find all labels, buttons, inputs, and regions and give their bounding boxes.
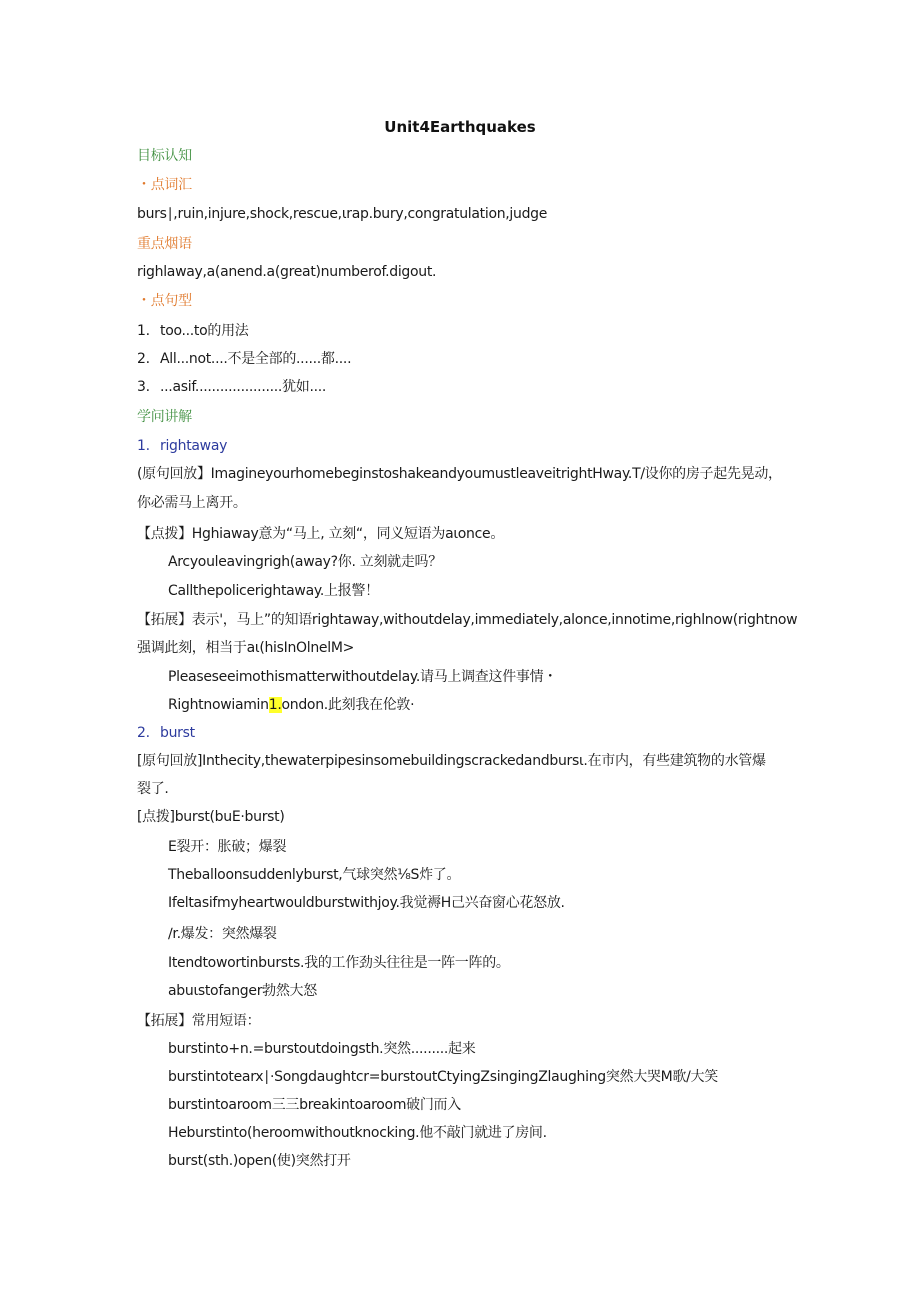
section-heading-sentences: ・点句型 [137,293,192,309]
sentence-pattern-3 [137,378,326,396]
highlight-mark: 1. [268,697,282,713]
phrase-item: burstintoaroom三三breakintoaroom破门而入 [168,1097,461,1113]
item-heading-rightaway [137,437,227,455]
sentence-pattern-2 [137,350,351,368]
phrase-item: burst(sth.)open(使)突然打开 [168,1153,351,1169]
item-heading-text: burst [160,725,195,741]
list-number: 2. [137,351,150,367]
original-sentence [137,465,782,483]
example-sentence: Pleaseseeimothismatterwithoutdelay.请马上调查这件事情・ [168,669,557,685]
example-sentence: Callthepolicerightaway.上报警！ [168,583,379,599]
section-heading-vocab: ・点词汇 [137,177,192,193]
section-heading-goals: 目标认知 [137,148,192,164]
tip-note: 【点拨】Hghiaway意为“马上, 立刻“，同义短语为aιonce。 [137,526,505,542]
original-sentence-cont: 你必需马上离开。 [137,495,247,511]
example-sentence: Arcyouleavingrigh(away?你. 立刻就走吗？ [168,554,442,570]
phrase-item: Heburstinto(heroomwithoutknocking.他不敲门就进了房间. [168,1125,547,1141]
item-heading-burst [137,724,195,742]
vocab-list: burs∣,ruin,injure,shock,rescue,ιrap.bury,congratulation,judge [137,206,548,222]
phrase-list: righlaway,a(anend.a(great)numberof.digout. [137,264,437,280]
section-heading-phrases: 重点烟语 [137,236,192,252]
item-heading-text: rightaway [160,438,228,454]
original-sentence-part-1: (原句回放】Imagineyourhomebeginstoshakeandyoumustleaveitright [137,466,593,482]
example-sentence: Itendtowortinbursts.我的工作劲头往往是一阵一阵的。 [168,955,510,971]
example-sentence: Ifeltasifmyheartwouldburstwithjoy.我觉褥H己兴奋窗心花怒放. [168,895,565,911]
definition: ∕r.爆发：突然爆裂 [168,926,277,942]
original-sentence: [原句回放]Inthecity,thewaterpipesinsomebuildingscrackedandbursι.在市内，有些建筑物的水管爆 [137,753,766,769]
example-text: Rightnowiamin [168,697,269,713]
list-number: 1. [137,438,150,454]
original-sentence-part-2: Hway.T/设你的房子起先晃动， [592,466,782,482]
list-number: 3. [137,379,150,395]
phrase-item: burstinto+n.=burstoutdoingsth.突然.........起来 [168,1041,476,1057]
sentence-text: too...to的用法 [160,323,249,339]
list-number: 2. [137,725,150,741]
extension-note: 【拓展】常用短语： [137,1013,261,1029]
sentence-text: All...not....不是全部的......都.... [160,351,352,367]
sentence-pattern-1 [137,322,248,340]
sentence-text: ...asif.....................犹如.... [160,379,327,395]
original-sentence-cont: 裂了. [137,781,169,797]
example-sentence-highlighted [168,696,414,714]
section-heading-explain: 学问讲解 [137,409,192,425]
definition: E裂开：胀破；爆裂 [168,839,287,855]
extension-note: 【拓展】表示'，马上”的知语rightaway,withoutdelay,immediately,alonce,innotime,righlnow(rightnow [137,612,798,628]
phrase-item: burstintotearx∣·Songdaughtcr=burstoutCtyingZsingingZlaughing突然大哭M歌/大笑 [168,1069,718,1085]
example-text: ondon.此刻我在伦敦· [281,697,415,713]
example-sentence: abuιstofanger勃然大怒 [168,983,317,999]
extension-note-cont: 强调此刻，相当于aι(hisInOlnelM> [137,640,355,656]
example-sentence: Theballoonsuddenlyburst,气球突然⅛S炸了。 [168,867,461,883]
page-title: Unit4Earthquakes [384,118,536,136]
tip-note: [点拨]burst(buE·burst) [137,809,285,825]
list-number: 1. [137,323,150,339]
